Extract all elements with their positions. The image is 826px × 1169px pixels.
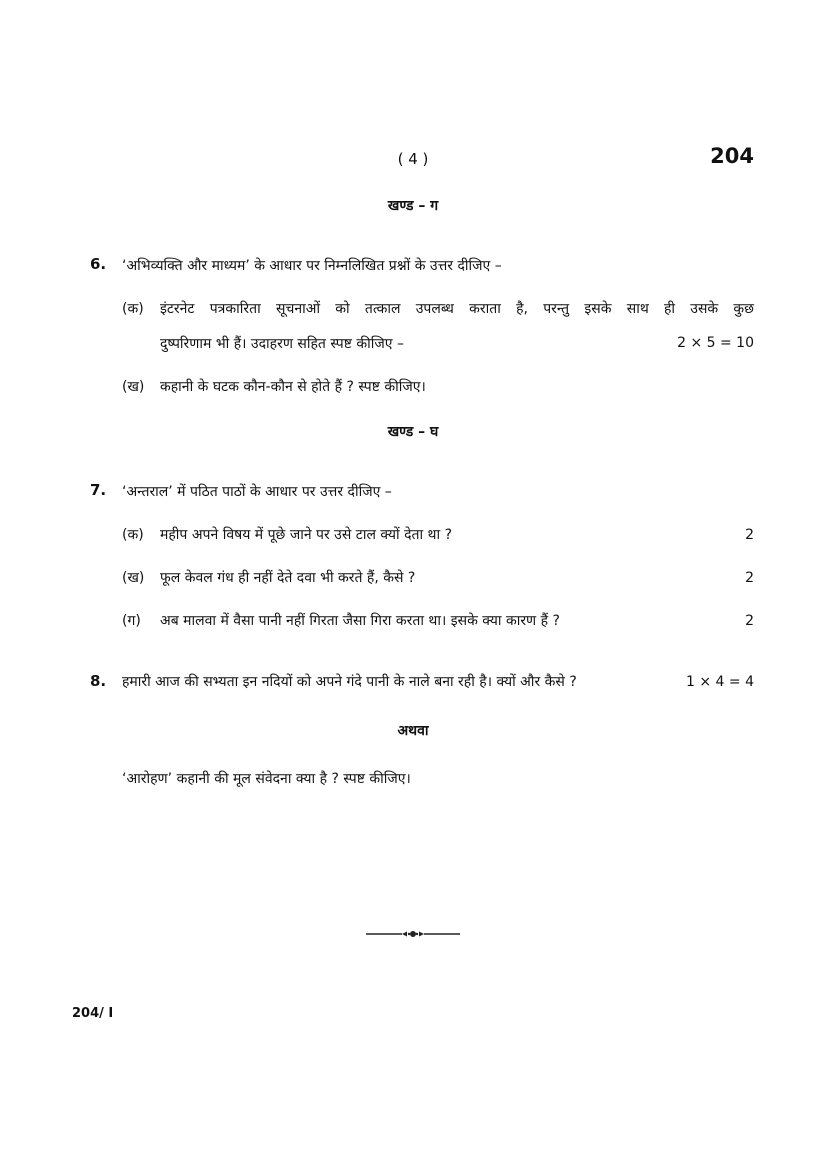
- question-number-6: 6.: [90, 255, 107, 273]
- question-7c-marks: 2: [745, 613, 754, 629]
- question-7c-label: (ग): [122, 613, 141, 629]
- question-7a-marks: 2: [745, 527, 754, 543]
- question-8-alternative-text: ‘आरोहण’ कहानी की मूल संवेदना क्या है ? स्पष्ट कीजिए।: [122, 771, 411, 787]
- question-6a-text-line2: दुष्परिणाम भी हैं। उदाहरण सहित स्पष्ट कीजिए –: [160, 336, 404, 352]
- question-7c-text: अब मालवा में वैसा पानी नहीं गिरता जैसा गिरा करता था। इसके क्या कारण हैं ?: [160, 613, 560, 629]
- question-6b-text: कहानी के घटक कौन-कौन से होते हैं ? स्पष्ट कीजिए।: [160, 379, 426, 395]
- question-6b-label: (ख): [122, 379, 145, 395]
- question-6a-label: (क): [122, 301, 144, 317]
- question-6-marks: 2 × 5 = 10: [677, 335, 754, 351]
- paper-code: 204: [710, 144, 754, 168]
- question-7a-text: महीप अपने विषय में पूछे जाने पर उसे टाल क्यों देता था ?: [160, 527, 453, 543]
- question-7b-marks: 2: [745, 570, 754, 586]
- or-heading: अथवा: [397, 723, 429, 739]
- end-ornament: [366, 928, 460, 940]
- question-number-8: 8.: [90, 672, 107, 690]
- question-7b-text: फूल केवल गंध ही नहीं देते दवा भी करते हैं, कैसे ?: [160, 570, 416, 586]
- question-7a-label: (क): [122, 527, 144, 543]
- question-7b-label: (ख): [122, 570, 145, 586]
- question-6-text: ‘अभिव्यक्ति और माध्यम’ के आधार पर निम्नलिखित प्रश्नों के उत्तर दीजिए –: [122, 258, 502, 274]
- footer-paper-code: 204/ I: [72, 1006, 114, 1021]
- question-7-text: ‘अन्तराल’ में पठित पाठों के आधार पर उत्तर दीजिए –: [122, 484, 392, 500]
- section-heading-d: खण्ड – घ: [387, 424, 439, 440]
- question-number-7: 7.: [90, 481, 107, 499]
- page-number: ( 4 ): [397, 150, 429, 168]
- section-heading-c: खण्ड – ग: [387, 198, 439, 214]
- question-6a-text-line1: इंटरनेट पत्रकारिता सूचनाओं को तत्काल उपलब्ध कराता है, परन्तु इसके साथ ही उसके कुछ: [160, 301, 754, 317]
- question-8-text: हमारी आज की सभ्यता इन नदियों को अपने गंदे पानी के नाले बना रही है। क्यों और कैसे ?: [122, 674, 577, 690]
- question-8-marks: 1 × 4 = 4: [686, 674, 754, 690]
